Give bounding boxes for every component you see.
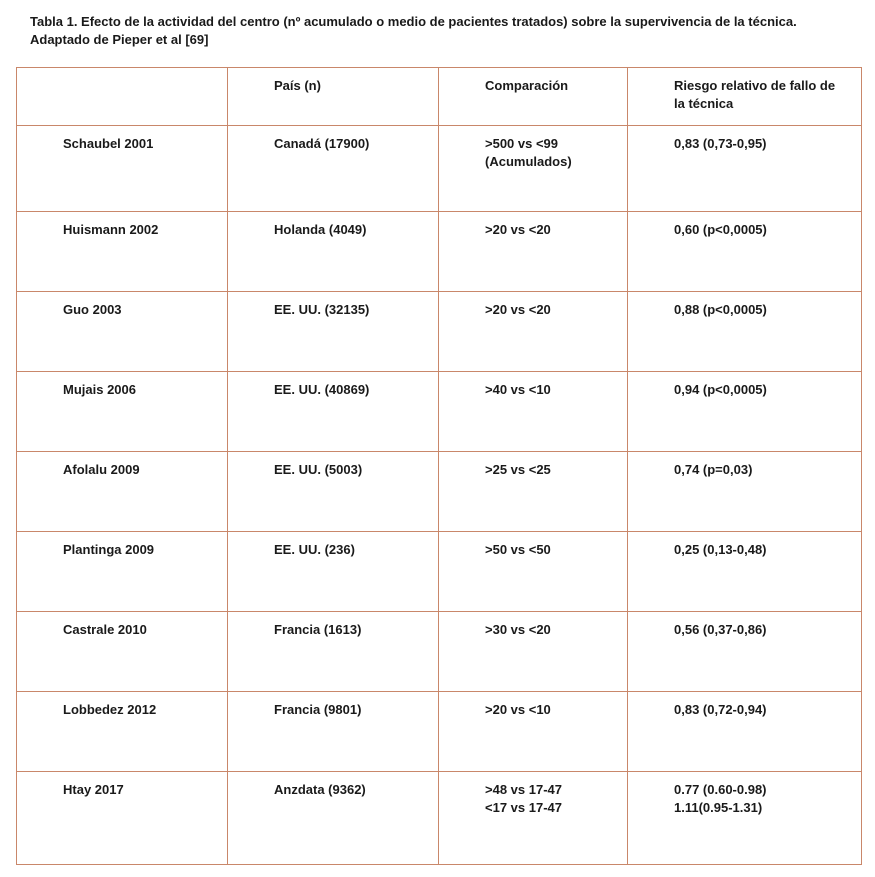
cell-country: Holanda (4049) [228,212,439,292]
cell-country: Canadá (17900) [228,126,439,212]
cell-relative-risk: 0.77 (0.60-0.98) 1.11(0.95-1.31) [628,772,862,865]
caption-source: Adaptado de Pieper et al [69] [30,32,209,47]
header-cell-relative-risk: Riesgo relativo de fallo de la técnica [628,68,862,126]
table-row [17,772,862,865]
cell-country: Anzdata (9362) [228,772,439,865]
cell-study: Lobbedez 2012 [17,692,228,772]
cell-comparison: >500 vs <99 (Acumulados) [439,126,628,212]
cell-comparison: >20 vs <20 [439,292,628,372]
cell-country: EE. UU. (40869) [228,372,439,452]
cell-country: EE. UU. (236) [228,532,439,612]
cell-comparison: >40 vs <10 [439,372,628,452]
cell-comparison: >50 vs <50 [439,532,628,612]
cell-study: Schaubel 2001 [17,126,228,212]
cell-relative-risk: 0,74 (p=0,03) [628,452,862,532]
caption-title: Tabla 1. Efecto de la actividad del centro (nº acumulado o medio de pacientes tratados) sobre la supervivencia de la técnica. [30,14,797,29]
header-cell-country: País (n) [228,68,439,126]
cell-study: Plantinga 2009 [17,532,228,612]
cell-relative-risk: 0,88 (p<0,0005) [628,292,862,372]
cell-relative-risk: 0,94 (p<0,0005) [628,372,862,452]
results-table [16,67,862,865]
table-caption [30,13,860,49]
cell-study: Guo 2003 [17,292,228,372]
cell-study: Castrale 2010 [17,612,228,692]
cell-relative-risk: 0,83 (0,73-0,95) [628,126,862,212]
cell-study: Mujais 2006 [17,372,228,452]
cell-country: Francia (9801) [228,692,439,772]
header-cell-comparison: Comparación [439,68,628,126]
table-row [17,612,862,692]
cell-relative-risk: 0,56 (0,37-0,86) [628,612,862,692]
cell-study: Huismann 2002 [17,212,228,292]
cell-relative-risk: 0,60 (p<0,0005) [628,212,862,292]
cell-relative-risk: 0,83 (0,72-0,94) [628,692,862,772]
table-row [17,126,862,212]
cell-country: EE. UU. (5003) [228,452,439,532]
table-row [17,452,862,532]
table-row [17,692,862,772]
cell-study: Afolalu 2009 [17,452,228,532]
cell-comparison: >25 vs <25 [439,452,628,532]
cell-comparison: >20 vs <20 [439,212,628,292]
table-row [17,372,862,452]
cell-comparison: >48 vs 17-47 <17 vs 17-47 [439,772,628,865]
cell-country: EE. UU. (32135) [228,292,439,372]
table-header-row [17,68,862,126]
table-row [17,212,862,292]
cell-comparison: >20 vs <10 [439,692,628,772]
cell-country: Francia (1613) [228,612,439,692]
table-row [17,532,862,612]
cell-relative-risk: 0,25 (0,13-0,48) [628,532,862,612]
table-row [17,292,862,372]
cell-study: Htay 2017 [17,772,228,865]
cell-comparison: >30 vs <20 [439,612,628,692]
header-cell-study [17,68,228,126]
